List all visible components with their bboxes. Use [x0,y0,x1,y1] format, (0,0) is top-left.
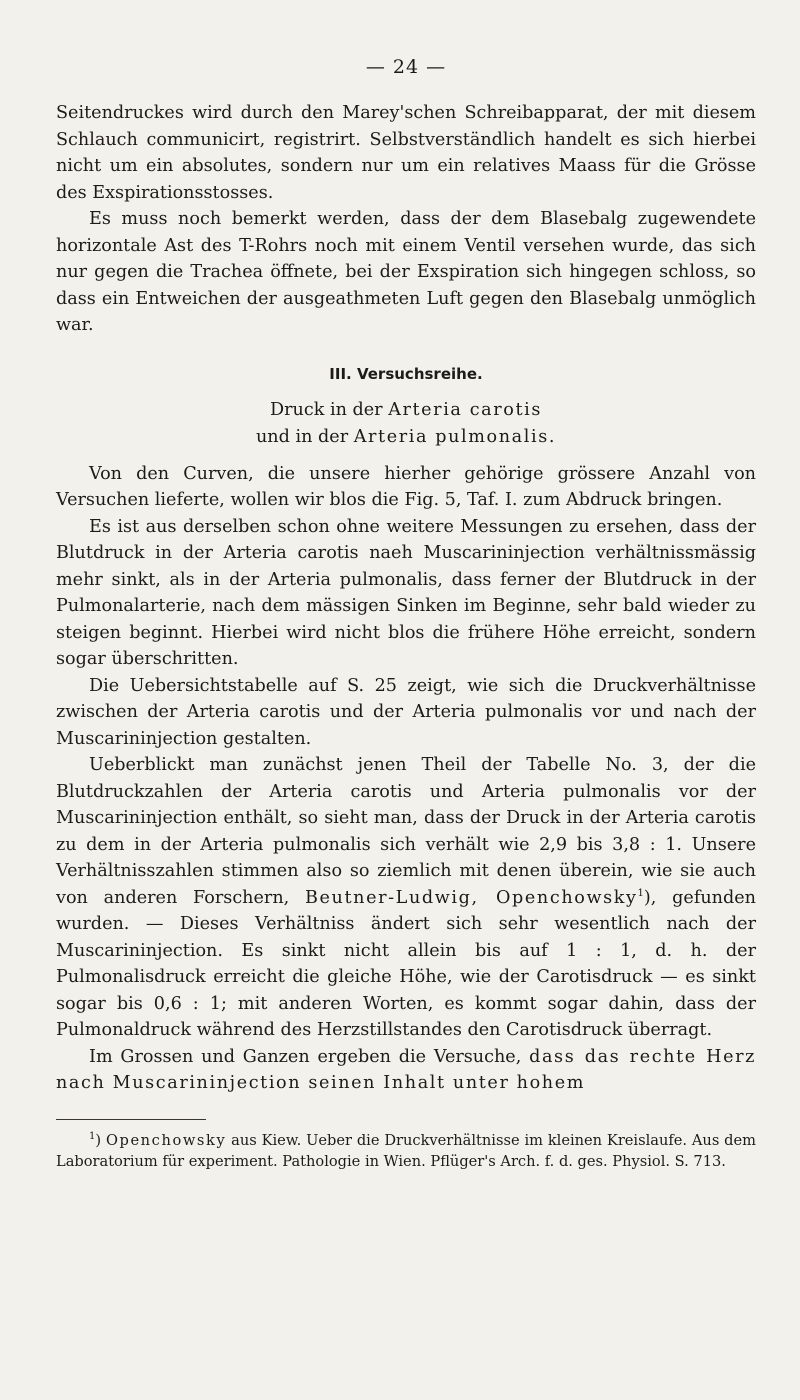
footnote-author: Openchowsky [105,1131,227,1149]
paragraph-2: Es muss noch bemerkt werden, dass der dem Blasebalg zugewendete horizontale Ast des T-Rohrs noch mit einem Ventil versehen wurde, das sich nur gegen die Trachea öffnete, bei der Exspiration sich hingegen schloss, so dass ein Entweichen der ausgeathmeten Luft gegen den Blasebalg unmöglich war. [56,209,756,335]
subheading-line-1-term: Arteria carotis [388,399,542,420]
section-heading: III. Versuchsreihe. [329,364,483,383]
page-number: — 24 — [365,56,447,78]
paragraph-3: Von den Curven, die unsere hierher gehörige grössere Anzahl von Versuchen lieferte, wollen wir blos die Fig. 5, Taf. I. zum Abdruck bringen. [56,463,756,510]
footnote-divider [56,1119,206,1120]
footnote-reference: 1 [637,887,644,899]
paragraph-7 [56,1044,756,1097]
paragraph-4: Es ist aus derselben schon ohne weitere Messungen zu ersehen, dass der Blutdruck in der Arteria carotis naeh Muscarininjection verhältnissmässig mehr sinkt, als in der Arteria pulmonalis, dass ferner der Blutdruck in der Pulmonalarterie, nach dem mässigen Sinken im Beginne, sehr bald wieder zu steigen beginnt. Hierbei wird nicht blos die frühere Höhe erreicht, sondern sogar überschritten. [56,516,756,669]
paragraph-5: Die Uebersichtstabelle auf S. 25 zeigt, wie sich die Druckverhältnisse zwischen der Arteria carotis und der Arteria pulmonalis vor und nach der Muscarininjection gestalten. [56,675,756,749]
paragraph-6-text-after: ), gefunden wurden. — Dieses Verhältniss ändert sich sehr wesentlich nach der Muscarininjection. Es sinkt nicht allein bis auf 1 : 1, d. h. der Pulmonalisdruck erreicht die gleiche Höhe, wie der Carotisdruck — es sinkt sogar bis 0,6 : 1; mit anderen Worten, es kommt sogar dahin, dass der Pulmonaldruck während des Herzstillstandes den Carotisdruck überragt. [56,887,756,1040]
section-subheading [56,397,756,451]
footnote-citation: aus Kiew. Ueber die Druckverhältnisse im kleinen Kreislaufe. Aus dem Laboratorium für experiment. Pathologie in Wien. Pflüger's Arch. f. d. ges. Physiol. S. 713. [56,1131,756,1170]
footnote-text: $^1$) Openchowsky aus Kiew. Ueber die Druckverhältnisse im kleinen Kreislaufe. Aus dem Laboratorium für experiment. Pathologie in Wien. Pflüger's Arch. f. d. ges. Physiol. S. 713. [56,1130,756,1170]
subheading-line-2-term: Arteria pulmonalis. [353,426,557,447]
paragraph-7-emphasis: dass das rechte Herz nach Muscarininjection seinen Inhalt unter hohem [56,1046,756,1093]
paragraph-7-text-before: Im Grossen und Ganzen ergeben die Versuche, [89,1046,530,1067]
paragraph-1: Seitendruckes wird durch den Marey'schen Schreibapparat, der mit diesem Schlauch communicirt, registrirt. Selbstverständlich handelt es sich hierbei nicht um ein absolutes, sondern nur um ein relatives Maass für die Grösse des Exspirationsstosses. [56,103,756,203]
paragraph-6 [56,752,756,1044]
footnote-mark: 1 [89,1130,96,1142]
paragraph-6-text-before: Ueberblickt man zunächst jenen Theil der Tabelle No. 3, der die Blutdruckzahlen der Arteria carotis und Arteria pulmonalis vor der Muscarininjection enthält, so sieht man, dass der Druck in der Arteria carotis zu dem in der Arteria pulmonalis sich verhält wie 2,9 bis 3,8 : 1. Unsere Verhältnisszahlen stimmen also so ziemlich mit denen überein, wie sie auch von anderen Forschern, [56,755,756,908]
subheading-line-2-prefix: und in der [255,426,354,447]
subheading-line-1-prefix: Druck in der [270,399,389,420]
footnote [56,1130,756,1173]
subheading-line-1 [56,397,756,424]
body-text [56,100,756,1097]
subheading-line-2 [56,424,756,451]
author-names: Beutner-Ludwig, Openchowsky [305,887,638,908]
